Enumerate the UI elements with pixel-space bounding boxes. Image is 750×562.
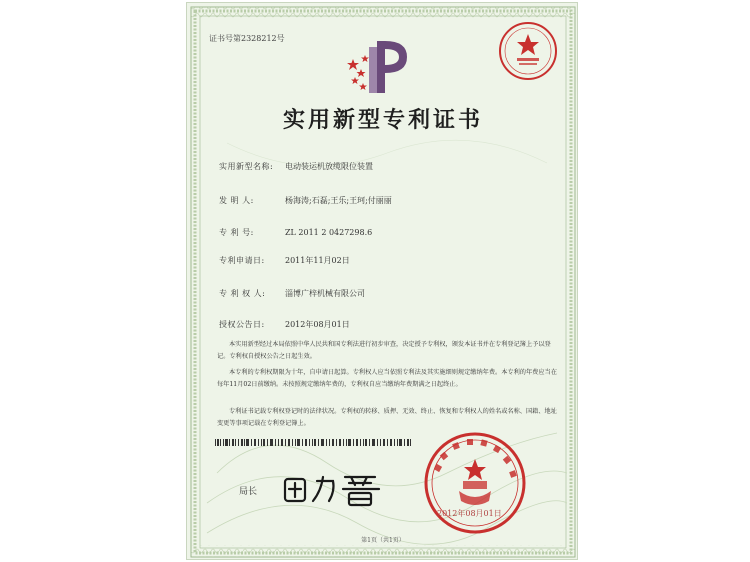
director-label: 局长 bbox=[239, 487, 258, 497]
field-value: ZL 2011 2 0427298.6 bbox=[285, 228, 373, 237]
field-label: 专利申请日: bbox=[219, 256, 265, 265]
official-seal-icon bbox=[423, 431, 527, 535]
seal-date: 2012年08月01日 bbox=[437, 509, 502, 518]
field-label: 授权公告日: bbox=[219, 320, 265, 329]
field-value: 淄博广梓机械有限公司 bbox=[285, 289, 365, 298]
barcode-icon bbox=[215, 439, 411, 446]
field-inventors bbox=[219, 195, 392, 206]
field-value: 2012年08月01日 bbox=[285, 320, 350, 329]
field-label: 专 利 号: bbox=[219, 228, 254, 237]
patent-certificate bbox=[186, 2, 578, 560]
field-label: 实用新型名称: bbox=[219, 162, 274, 171]
paragraph-legal-status: 专利证书记载专利权登记时的法律状况。专利权的转移、质押、无效、终止、恢复和专利权人的姓名或名称、国籍、地址变更等事项记载在专利登记簿上。 bbox=[217, 408, 557, 427]
certificate-title: 实用新型专利证书 bbox=[282, 107, 483, 133]
certificate-number: 证书号第2328212号 bbox=[209, 34, 285, 43]
field-patent-number bbox=[219, 227, 372, 238]
field-label: 发 明 人: bbox=[219, 196, 254, 205]
patent-office-logo-icon bbox=[347, 37, 419, 97]
field-application-date bbox=[219, 255, 350, 266]
field-patentee bbox=[219, 288, 365, 299]
page-label: 第1页（共1页） bbox=[361, 537, 405, 544]
director-signature-icon bbox=[279, 469, 389, 509]
field-label: 专 利 权 人: bbox=[219, 289, 266, 298]
paragraph-grant-decision: 本实用新型经过本局依照中华人民共和国专利法进行初步审查，决定授予专利权，颁发本证书并在专利登记簿上予以登记。专利权自授权公告之日起生效。 bbox=[217, 341, 551, 360]
paragraph-term-and-fees: 本专利的专利权期限为十年，自申请日起算。专利权人应当依照专利法及其实施细则规定缴纳年费。本专利的年费应当在每年11月02日前缴纳。未按照规定缴纳年费的，专利权自应当缴纳年费期满之日起终止。 bbox=[217, 369, 557, 388]
field-value: 2011年11月02日 bbox=[285, 256, 350, 265]
field-value: 杨海涛;石磊;王乐;王珂;付丽丽 bbox=[285, 196, 392, 205]
field-grant-date bbox=[219, 319, 350, 330]
field-utility-model-name bbox=[219, 161, 373, 172]
field-value: 电动装运机放缆限位装置 bbox=[285, 162, 373, 171]
agency-stamp-icon bbox=[497, 20, 559, 82]
